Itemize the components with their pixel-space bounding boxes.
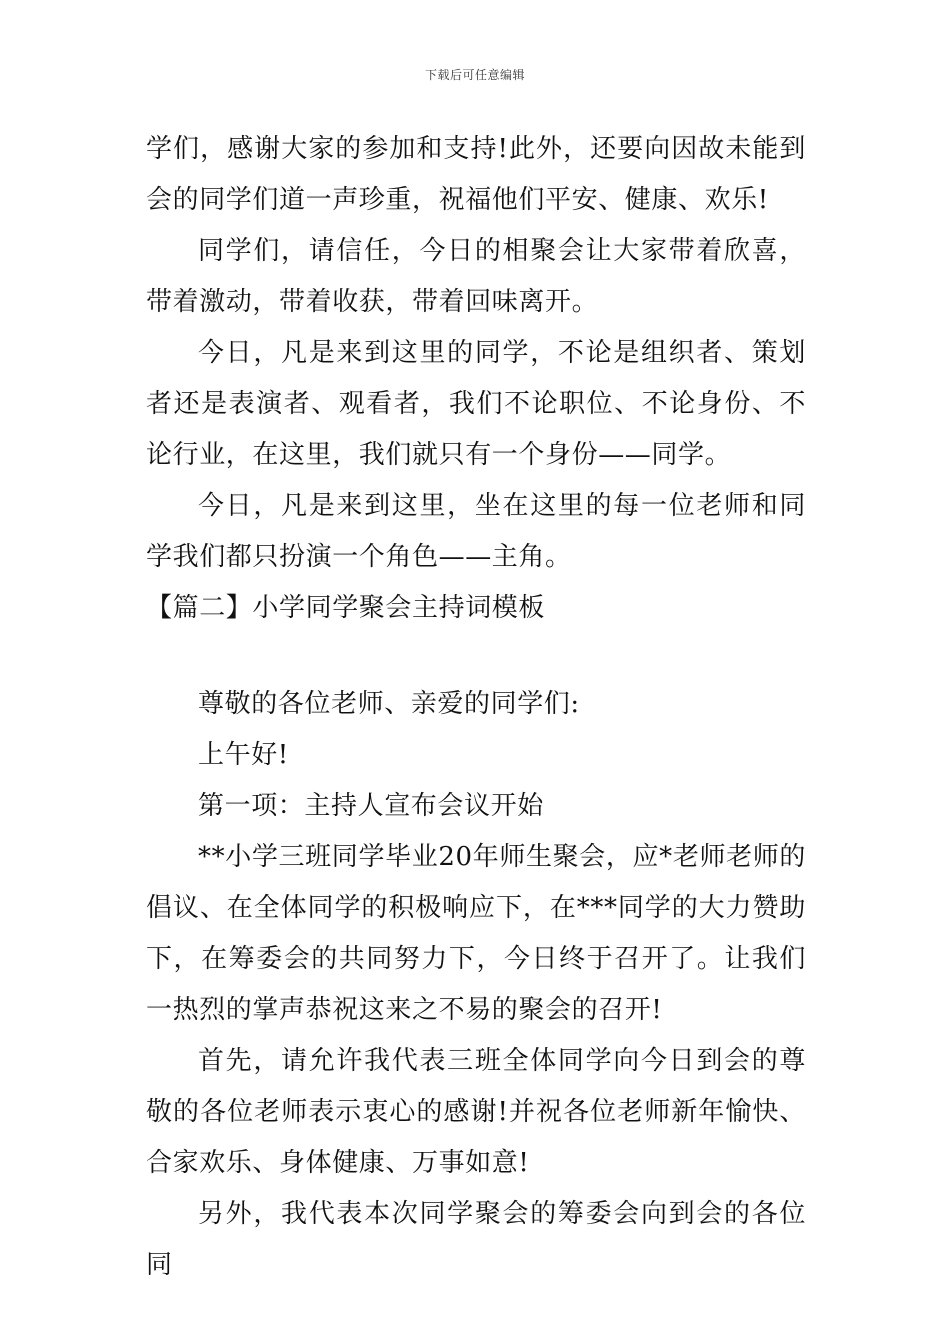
paragraph: 今日，凡是来到这里，坐在这里的每一位老师和同学我们都只扮演一个角色——主角。	[146, 491, 806, 572]
page-header-note: 下载后可任意编辑	[424, 68, 525, 82]
document-body	[146, 124, 806, 1291]
paragraph: 首先，请允许我代表三班全体同学向今日到会的尊敬的各位老师表示衷心的感谢!并祝各位老师新年愉快、合家欢乐、身体健康、万事如意!	[146, 1046, 806, 1178]
blank-line	[146, 634, 806, 679]
paragraph-continuation: 学们，感谢大家的参加和支持!此外，还要向因故未能到会的同学们道一声珍重，祝福他们平安、健康、欢乐!	[146, 134, 806, 215]
paragraph: **小学三班同学毕业20年师生聚会，应*老师老师的倡议、在全体同学的积极响应下，在***同学的大力赞助下，在筹委会的共同努力下，今日终于召开了。让我们一热烈的掌声恭祝这来之不易的聚会的召开!	[146, 842, 806, 1025]
paragraph: 同学们，请信任，今日的相聚会让大家带着欣喜，带着激动，带着收获，带着回味离开。	[146, 236, 806, 317]
paragraph-truncated: 另外，我代表本次同学聚会的筹委会向到会的各位同	[146, 1199, 806, 1280]
paragraph: 今日，凡是来到这里的同学，不论是组织者、策划者还是表演者、观看者，我们不论职位、不论身份、不论行业，在这里，我们就只有一个身份——同学。	[146, 338, 806, 470]
section-heading: 【篇二】小学同学聚会主持词模板	[146, 593, 546, 623]
salutation: 尊敬的各位老师、亲爱的同学们:	[198, 689, 580, 719]
agenda-item: 第一项：主持人宣布会议开始	[198, 791, 544, 821]
greeting: 上午好!	[198, 740, 289, 770]
